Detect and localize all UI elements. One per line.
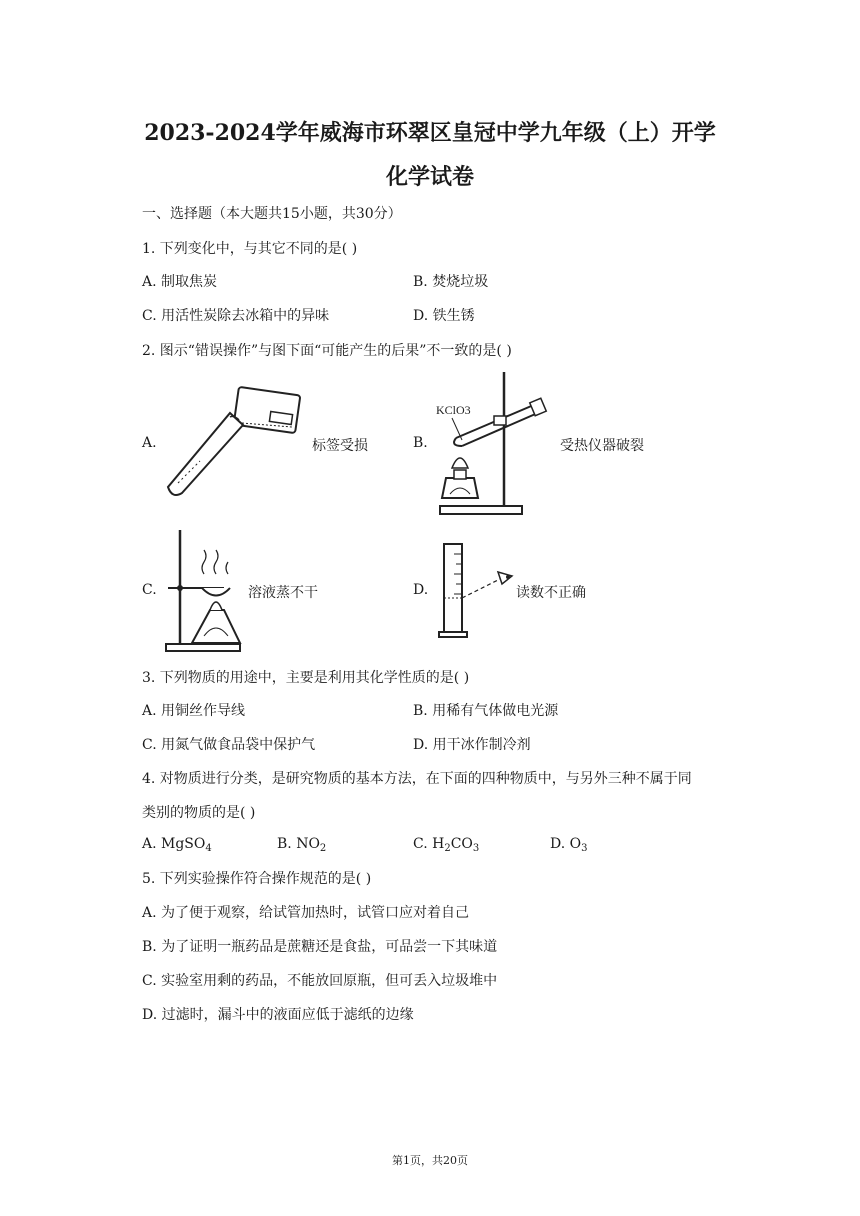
q5-option-d: D. 过滤时，漏斗中的液面应低于滤纸的边缘 — [142, 1007, 414, 1023]
q4-option-b: B. $NO_2$ — [277, 836, 327, 854]
q4-option-a: A. MgSO$_4$ — [142, 836, 212, 854]
pouring-liquid-illustration — [160, 383, 310, 498]
q5-option-c: C. 实验室用剩的药品，不能放回原瓶，但可丢入垃圾堆中 — [142, 973, 498, 989]
exam-title-line1: 2023-2024学年威海市环翠区皇冠中学九年级（上）开学 — [144, 120, 716, 146]
q2-option-c-letter: C. — [142, 582, 157, 598]
q2-stem: 2. 图示“错误操作”与图下面“可能产生的后果”不一致的是( ) — [142, 343, 512, 359]
q4-option-c: C. $H_2CO_3$ — [413, 836, 480, 854]
q1-option-a: A. 制取焦炭 — [142, 274, 218, 290]
measuring-cylinder-illustration — [436, 540, 520, 640]
q3-option-c: C. 用氮气做食品袋中保护气 — [142, 737, 316, 753]
q4-option-d: D. $O_3$ — [550, 836, 588, 854]
q3-option-d: D. 用干冰作制冷剂 — [413, 737, 531, 753]
q4-stem-line2: 类别的物质的是( ) — [142, 805, 256, 821]
q2-option-d-caption: 读数不正确 — [516, 585, 586, 601]
q1-stem: 1. 下列变化中，与其它不同的是( ) — [142, 241, 358, 257]
section-heading: 一、选择题（本大题共15小题，共30分） — [142, 206, 402, 222]
q1-option-c: C. 用活性炭除去冰箱中的异味 — [142, 308, 330, 324]
q4-stem-line1: 4. 对物质进行分类，是研究物质的基本方法，在下面的四种物质中，与另外三种不属于同 — [142, 771, 692, 787]
q2-option-a-letter: A. — [142, 435, 157, 451]
q2-option-d-letter: D. — [413, 582, 429, 598]
q3-stem: 3. 下列物质的用途中，主要是利用其化学性质的是( ) — [142, 670, 470, 686]
q3-option-b: B. 用稀有气体做电光源 — [413, 703, 559, 719]
q1-option-d: D. 铁生锈 — [413, 308, 475, 324]
q2-option-b-caption: 受热仪器破裂 — [560, 438, 644, 454]
q2-option-c-caption: 溶液蒸不干 — [248, 585, 318, 601]
q2-option-a-caption: 标签受损 — [312, 438, 368, 454]
heating-test-tube-illustration — [432, 370, 557, 518]
q3-option-a: A. 用铜丝作导线 — [142, 703, 246, 719]
q1-option-b: B. 焚烧垃圾 — [413, 274, 489, 290]
exam-title-line2: 化学试卷 — [385, 164, 474, 190]
q2-option-b-letter: B. — [413, 435, 428, 451]
q5-option-a: A. 为了便于观察，给试管加热时，试管口应对着自己 — [142, 905, 470, 921]
evaporation-illustration — [160, 528, 244, 653]
q5-stem: 5. 下列实验操作符合操作规范的是( ) — [142, 871, 372, 887]
page-footer: 第1页，共20页 — [392, 1154, 468, 1167]
kclo3-label: KClO3 — [436, 403, 471, 417]
q5-option-b: B. 为了证明一瓶药品是蔗糖还是食盐，可品尝一下其味道 — [142, 939, 498, 955]
